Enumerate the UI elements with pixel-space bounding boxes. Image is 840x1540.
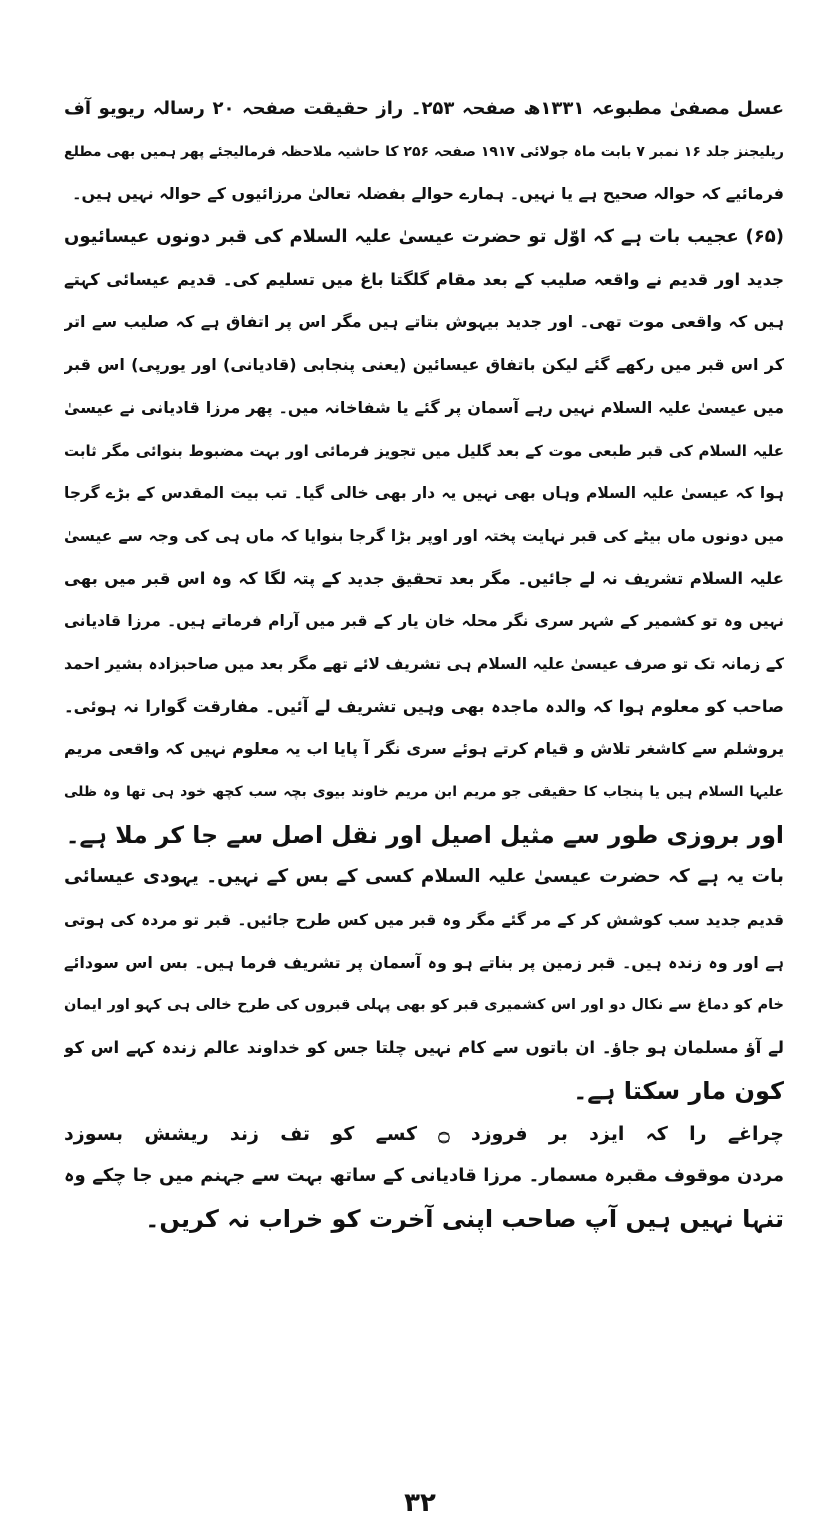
text-line: کے زمانہ تک تو صرف عیسیٰ علیہ السلام ہی تشریف لائے تھے مگر بعد میں صاحبزادہ بشیر احمد <box>64 654 784 673</box>
page-number: ۳۲ <box>404 1488 436 1518</box>
text-line: قدیم جدید سب کوشش کر کے مر گئے مگر وہ قبر میں کس طرح جائیں۔ قبر تو مردہ کی ہوتی <box>64 911 784 930</box>
text-line: علیہ السلام تشریف نہ لے جائیں۔ مگر بعد تحقیق جدید کے پتہ لگا کہ وہ اس قبر میں بھی <box>64 568 784 588</box>
text-line: جدید اور قدیم نے واقعہ صلیب کے بعد مقام گلگتا باغ میں تسلیم کی۔ قدیم عیسائی کہتے <box>64 269 784 289</box>
text-line: یروشلم سے کاشغر تلاش و قیام کرتے ہوئے سری نگر آ پایا اب یہ معلوم نہیں کہ واقعی مریم <box>64 739 784 759</box>
text-line: خام کو دماغ سے نکال دو اور اس کشمیری قبر کو بھی پہلی قبروں کی طرح خالی ہی کہو اور ایمان <box>64 997 784 1014</box>
text-line: میں دونوں ماں بیٹے کی قبر نہایت پختہ اور اوپر بڑا گرجا بنوایا کہ ماں ہی کی وجہ سے عیسیٰ <box>64 526 784 545</box>
text-line: عسل مصفیٰ مطبوعہ ۱۳۳۱ھ صفحہ ۲۵۳۔ راز حقیقت صفحہ ۲۰ رسالہ ریویو آف <box>64 98 784 119</box>
text-line: صاحب کو معلوم ہوا کہ والدہ ماجدہ بھی وہیں تشریف لے آئیں۔ مفارقت گوارا نہ ہوئی۔ <box>64 696 784 716</box>
text-line: فرمائیے کہ حوالہ صحیح ہے یا نہیں۔ ہمارے حوالے بفضلہ تعالیٰ مرزائیوں کے حوالہ نہیں ہیں۔ <box>72 184 784 204</box>
verse-line: چراغے را کہ ایزد بر فروزد ۝ کسے کو تف زند ریشش بسوزد <box>64 1122 784 1145</box>
text-line: ہوا کہ عیسیٰ علیہ السلام وہاں بھی نہیں یہ دار بھی خالی گیا۔ تب بیت المقدس کے بڑے گرجا <box>64 484 784 503</box>
text-line: (۶۵) عجیب بات ہے کہ اوّل تو حضرت عیسیٰ علیہ السلام کی قبر دونوں عیسائیوں <box>64 226 784 248</box>
text-line: اور بروزی طور سے مثیل اصیل اور نقل اصل سے جا کر ملا ہے۔ <box>65 820 784 849</box>
body-text <box>64 88 784 1241</box>
text-line: کر اس قبر میں رکھے گئے لیکن باتفاق عیسائین (یعنی پنجابی (قادیانی) اور یورپی) اس قبر <box>64 355 784 375</box>
text-line: تنہا نہیں ہیں آپ صاحب اپنی آخرت کو خراب نہ کریں۔ <box>145 1204 784 1233</box>
text-line: لے آؤ مسلمان ہو جاؤ۔ ان باتوں سے کام نہیں چلتا جس کو خداوند عالم زندہ کہے اس کو <box>64 1038 784 1058</box>
text-line: کون مار سکتا ہے۔ <box>573 1076 784 1105</box>
text-line: ہیں کہ واقعی موت تھی۔ اور جدید بیہوش بتاتے ہیں مگر اس پر اتفاق ہے کہ صلیب سے اتر <box>64 312 784 332</box>
text-line: مردن موقوف مقبرہ مسمار۔ مرزا قادیانی کے ساتھ بہت سے جہنم میں جا چکے وہ <box>64 1165 784 1187</box>
text-line: ہے اور وہ زندہ ہیں۔ قبر زمین پر بناتے ہو وہ آسمان پر تشریف فرما ہیں۔ بس اس سودائے <box>64 952 784 972</box>
text-line: نہیں وہ تو کشمیر کے شہر سری نگر محلہ خان یار کے قبر میں آرام فرماتے ہیں۔ مرزا قادیانی <box>64 612 784 631</box>
text-line: میں عیسیٰ علیہ السلام نہیں رہے آسمان پر گئے یا شفاخانہ میں۔ پھر مرزا قادیانی نے عیسیٰ <box>64 397 784 417</box>
text-line: علیہا السلام ہیں یا پنجاب کا حقیقی جو مریم ابن مریم خاوند بیوی بچہ سب کچھ خود ہی تھا وہ ظلی <box>64 784 784 800</box>
text-line: علیہ السلام کی قبر طبعی موت کے بعد گلیل میں تجویز فرمائی اور بہت مضبوط بنوائی مگر ثابت <box>64 441 784 460</box>
text-line: ریلیجنز جلد ۱۶ نمبر ۷ بابت ماہ جولائی ۱۹۱۷ صفحہ ۲۵۶ کا حاشیہ ملاحظہ فرمالیجئے پھر ہمیں بھی مطلع <box>64 143 784 160</box>
text-line: بات یہ ہے کہ حضرت عیسیٰ علیہ السلام کسی کے بس کے نہیں۔ یہودی عیسائی <box>64 866 784 888</box>
